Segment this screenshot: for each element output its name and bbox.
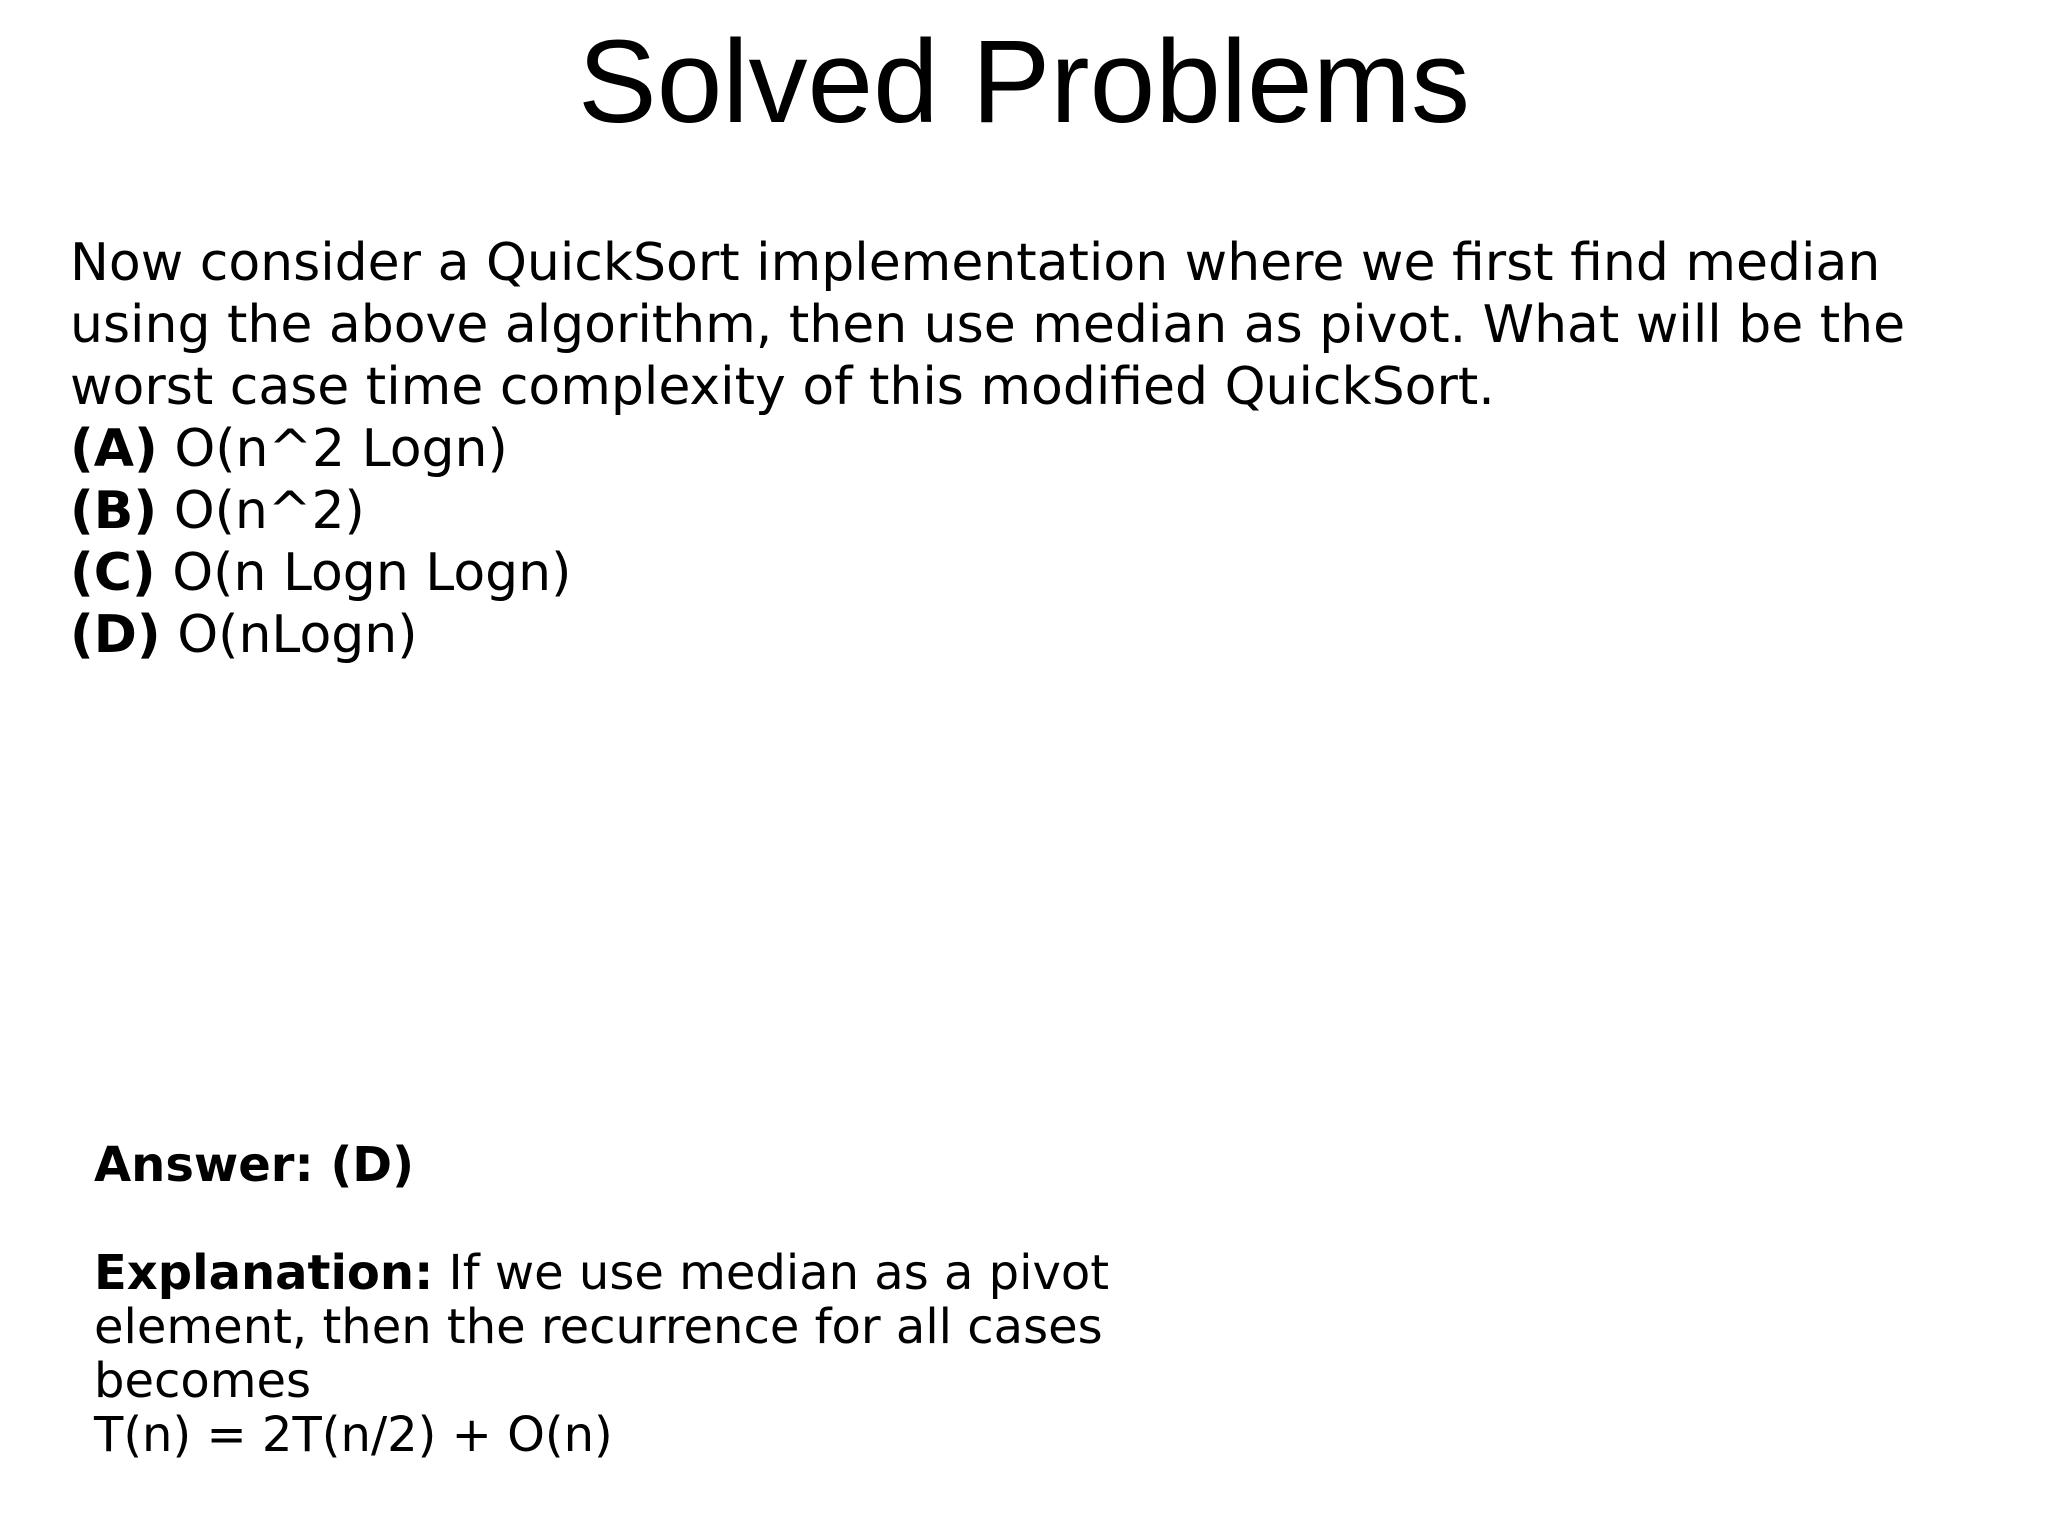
explanation-label: Explanation: [94, 1245, 434, 1301]
option-b-letter: (B) [70, 481, 158, 541]
option-c-letter: (C) [70, 543, 156, 603]
question-block [70, 232, 2010, 666]
slide-title: Solved Problems [578, 16, 1470, 148]
option-d-text: O(nLogn) [177, 605, 418, 665]
option-c [70, 542, 2010, 604]
option-d [70, 604, 2010, 666]
option-c-text: O(n Logn Logn) [172, 543, 572, 603]
explanation-text: If we use median as a pivot element, then the recurrence for all cases becomes [94, 1245, 1110, 1409]
option-a [70, 418, 2010, 480]
answer-block [94, 1138, 1194, 1462]
option-b [70, 480, 2010, 542]
option-b-text: O(n^2) [173, 481, 365, 541]
recurrence-formula: T(n) = 2T(n/2) + O(n) [94, 1407, 613, 1463]
option-a-letter: (A) [70, 419, 158, 479]
option-d-letter: (D) [70, 605, 161, 665]
explanation [94, 1246, 1194, 1462]
question-text: Now consider a QuickSort implementation where we first find median using the above algorithm, then use median as pivot. What will be the worst case time complexity of this modified QuickSort. [70, 233, 1906, 417]
answer-label: Answer: (D) [94, 1137, 415, 1193]
option-a-text: O(n^2 Logn) [174, 419, 508, 479]
